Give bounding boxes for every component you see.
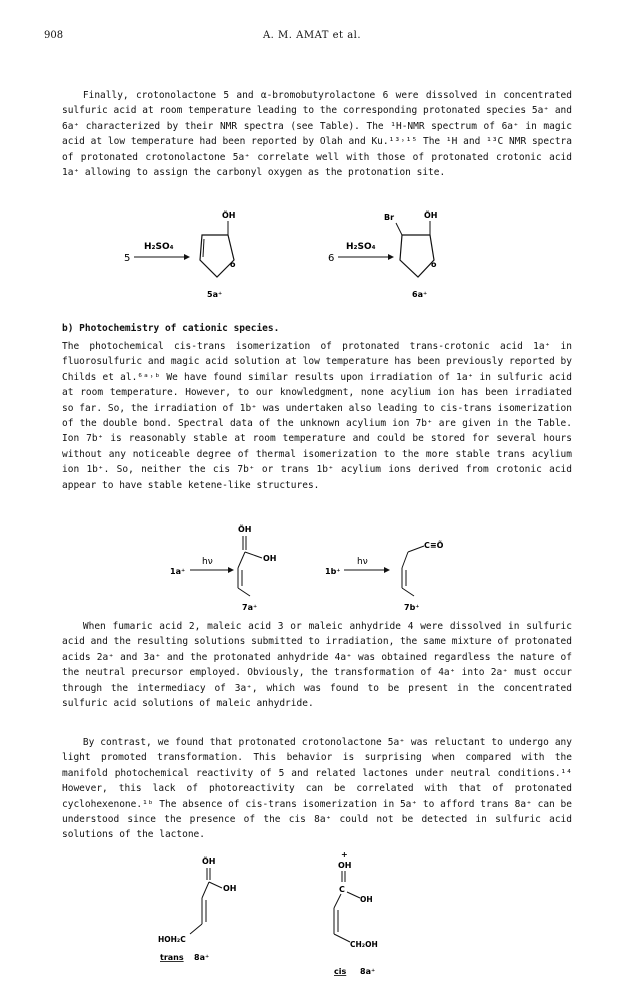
cis-label: cis (334, 967, 347, 976)
lactone-ring-6a (400, 235, 434, 277)
trans-8a-name: 8a⁺ (194, 953, 210, 962)
oh-top-cis-8a: OH (338, 861, 352, 870)
oh-side-7a: OH (263, 554, 277, 563)
oh-label-6a: ÕH (424, 211, 438, 220)
product-7a-label: 7a⁺ (242, 603, 258, 612)
plus-cis-8a: + (341, 850, 348, 859)
ring-double-bond-5a (203, 239, 204, 257)
oh-side-cis-8a: OH (360, 895, 373, 904)
oh-top-7a: ÕH (238, 525, 252, 534)
cis-8a-name: 8a⁺ (360, 967, 376, 976)
scheme-photoisomerization (0, 522, 624, 612)
br-bond-6a (396, 223, 402, 235)
reagent-h2so4-2: H₂SO₄ (346, 242, 376, 252)
reactant-1b-label: 1b⁺ (325, 567, 341, 576)
arrowhead-1 (184, 254, 190, 260)
paragraph-3: When fumaric acid 2, maleic acid 3 or maleic anhydride 4 were dissolved in sulfuric acid and the resulting solutions submitted to irradiation, the same mixture of protonated acids 2a⁺ and 3a⁺ and the protonated anhydride 4a⁺ was obtained regardless the nature of the neutral precursor employed. Obviously, the transformation of 4a⁺ into 2a⁺ must occur through the intermediacy of 3a⁺, which was found to be present in the concentrated sulfuric acid solutions of maleic anhydride. (62, 621, 572, 710)
hv-label-2: hν (357, 557, 368, 567)
scheme-lactone-protonation (0, 205, 624, 315)
lactone-ring-5a (200, 235, 234, 277)
svg-text:o: o (230, 260, 236, 269)
arrowhead-2 (388, 254, 394, 260)
reagent-h2so4-1: H₂SO₄ (144, 242, 174, 252)
trans-label: trans (160, 953, 184, 962)
svg-text:o: o (431, 260, 437, 269)
paragraph-1: Finally, crotonolactone 5 and α-bromobutyrolactone 6 were dissolved in concentrated sulfuric acid at room temperature leading to the corresponding protonated species 5a⁺ and 6a⁺ characterized by their NMR spectra (see Table). The ¹H-NMR spectrum of 6a⁺ in magic acid at low temperature had been reported by Olah and Ku.¹³˒¹⁵ The ¹H and ¹³C NMR spectra of protonated crotonolactone 5a⁺ correlate well with those of protonated crotonic acid 1a⁺ allowing to assign the carbonyl oxygen as the protonation site. (62, 90, 572, 179)
hv-label-1: hν (202, 557, 213, 567)
oh-label-5a: ÕH (222, 211, 236, 220)
paragraph-4: By contrast, we found that protonated crotonolactone 5a⁺ was reluctant to undergo any light promoted transformation. This behavior is surprising when compared with the manifold photochemical reactivity of 5 and related lactones under neutral conditions.¹⁴ However, this lack of photoreactivity can be correlated with that of protonated cyclohexenone.¹ᵇ The absence of cis-trans isomerization in 5a⁺ to afford trans 8a⁺ can be understood since the presence of the cis 8a⁺ could not be detected in sulfuric acid solutions of the lactone. (62, 737, 572, 841)
ch2oh-trans-8a: HOH₂C (158, 935, 186, 944)
product-6a-label: 6a⁺ (412, 290, 428, 299)
scheme-8a-isomers (0, 850, 624, 980)
ch2oh-cis-8a: CH₂OH (350, 940, 378, 949)
page-number: 908 (44, 30, 64, 41)
running-title: A. M. AMAT et al. (262, 30, 362, 41)
acylium-label-7b: C≡Õ (424, 541, 444, 550)
oh-side-trans-8a: OH (223, 884, 237, 893)
reactant-6-label: 6 (328, 253, 335, 264)
product-5a-label: 5a⁺ (207, 290, 223, 299)
oh-top-trans-8a: ÕH (202, 857, 216, 866)
br-label-6a: Br (384, 213, 395, 222)
reactant-1a-label: 1a⁺ (170, 567, 186, 576)
paragraph-2: The photochemical cis-trans isomerization of protonated trans-crotonic acid 1a⁺ in fluorosulfuric and magic acid solution at low temperature has been previously reported by Childs et al.⁶ᵃ˒ᵇ We have found similar results upon irradiation of 1a⁺ in sulfuric acid at room temperature. However, to our knowledgment, none acylium ion has been irradiated so far. So, the irradiation of 1b⁺ was undertaken also leading to cis-trans isomerization of the double bond. Spectral data of the unknown acylium ion 7b⁺ are given in the Table. Ion 7b⁺ is reasonably stable at room temperature and could be stored for several hours without any noticeable degree of thermal isomerization to the more stable trans acylium ion 1b⁺. So, neither the cis 7b⁺ or trans 1b⁺ acylium ions derived from crotonic acid appear to have stable ketene-like structures. (62, 341, 572, 491)
product-7b-label: 7b⁺ (404, 603, 420, 612)
section-heading-b: b) Photochemistry of cationic species. (62, 323, 280, 334)
reactant-5-label: 5 (124, 253, 131, 264)
c-cis-8a: C (339, 885, 345, 894)
